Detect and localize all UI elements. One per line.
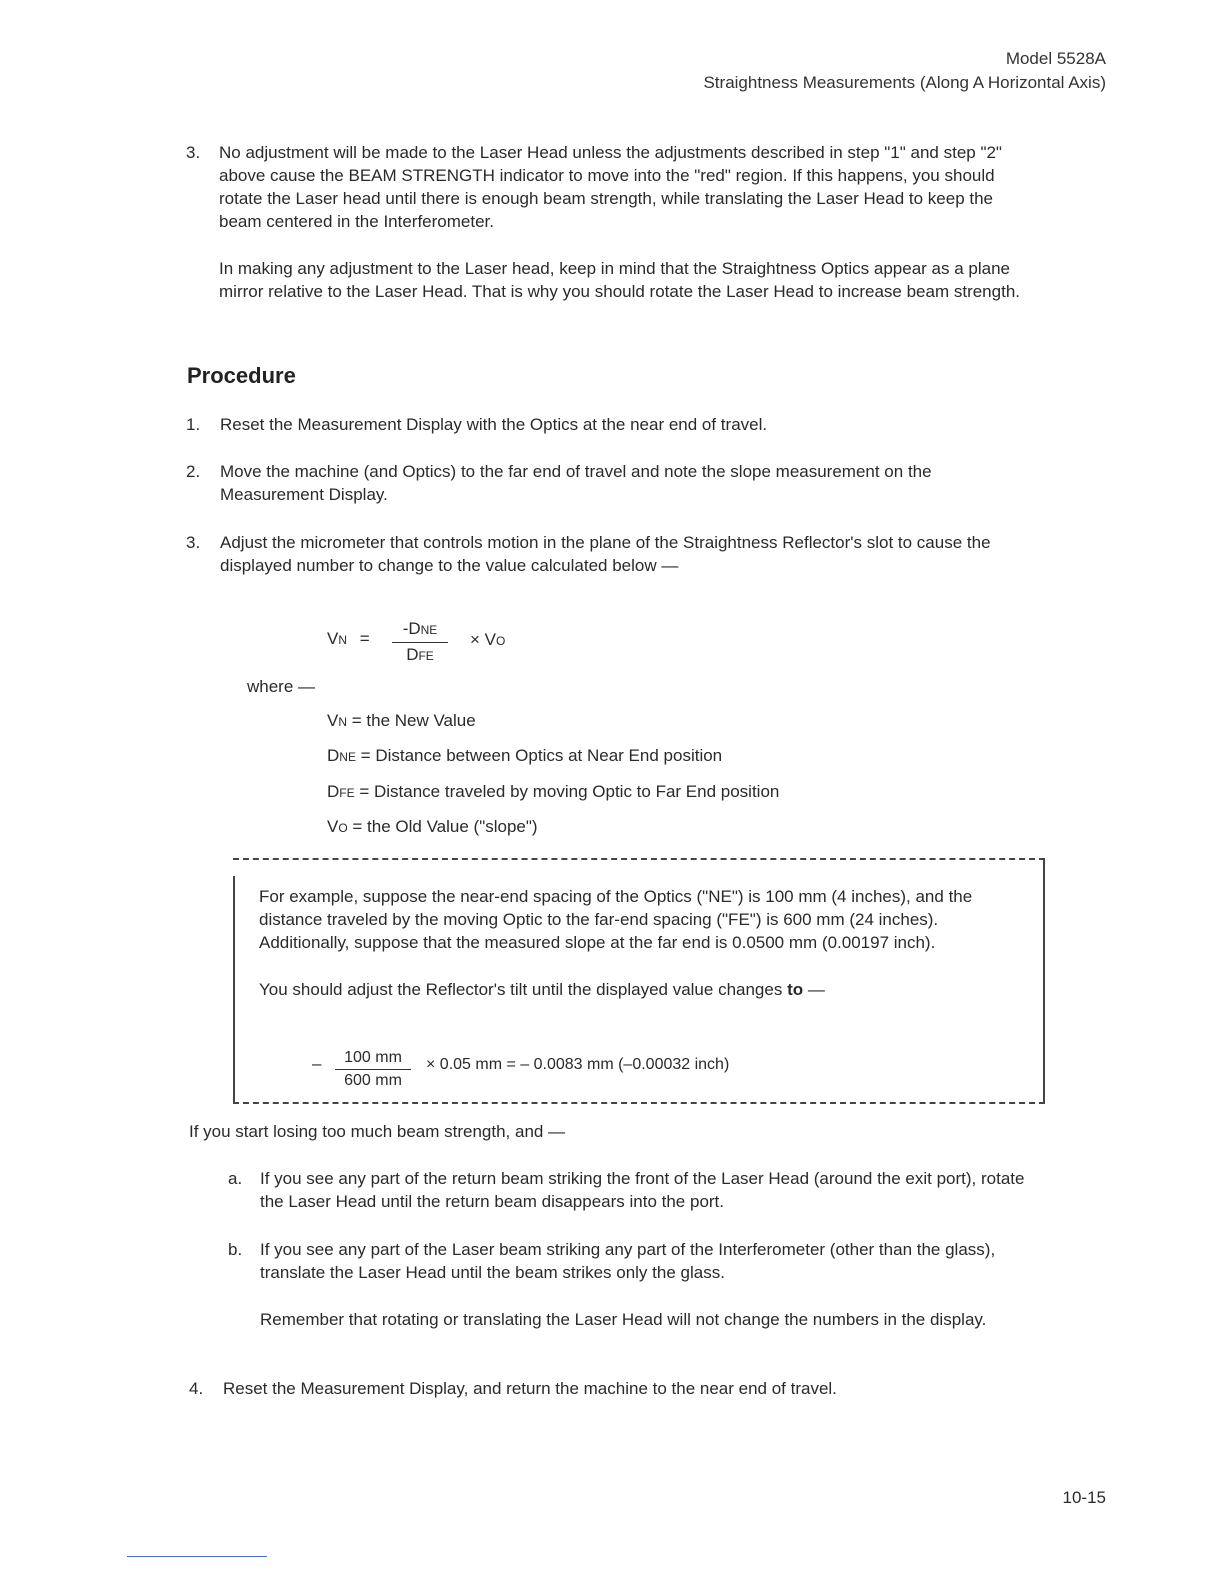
step-number: 2. (186, 462, 201, 481)
step-text: Move the machine (and Optics) to the far end of travel and note the slope measurement on the Measurement Display. (220, 462, 932, 504)
step-number: 1. (186, 415, 201, 434)
formula-lhs: VN = (327, 629, 370, 648)
item-letter: a. (228, 1169, 243, 1188)
page-header (703, 47, 1106, 95)
example-box-right-border (1043, 858, 1045, 1103)
example-box-left-border (233, 876, 235, 1103)
calc-numerator: 100 mm (335, 1047, 411, 1070)
calc-fraction (335, 1047, 411, 1092)
section-title: Straightness Measurements (Along A Horizontal Axis) (703, 73, 1106, 92)
where-label: where — (247, 677, 316, 696)
example-adjust: You should adjust the Reflector's tilt until the displayed value changes to — (259, 980, 825, 999)
footer-rule (127, 1556, 267, 1557)
calc-result: × 0.05 mm = – 0.0083 mm (–0.00032 inch) (426, 1056, 730, 1073)
model-label: Model 5528A (1005, 49, 1106, 68)
step-number: 4. (189, 1379, 204, 1398)
formula-multiplier: × VO (470, 630, 506, 649)
item-text: If you see any part of the Laser beam striking any part of the Interferometer (other than the glass), translate the Laser Head until the beam strikes only the glass. (260, 1240, 996, 1282)
step-text: Reset the Measurement Display with the Optics at the near end of travel. (220, 415, 768, 434)
procedure-heading: Procedure (187, 363, 296, 388)
definition-item: VO = the Old Value ("slope") (327, 817, 538, 836)
losing-intro: If you start losing too much beam strength, and — (189, 1122, 566, 1141)
intro-note: In making any adjustment to the Laser head, keep in mind that the Straightness Optics appear as a plane mirror relative to the Laser Head. That is why you should rotate the Laser Head to increase beam strength. (219, 259, 1020, 301)
formula-numerator: -DNE (392, 617, 448, 643)
calc-denominator: 600 mm (344, 1072, 402, 1089)
intro-step-text: No adjustment will be made to the Laser Head unless the adjustments described in step "1" and step "2" above cause the BEAM STRENGTH indicator to move into the "red" region. If this happens, you should rotate the Laser head until there is enough beam strength, while translating the Laser Head to keep the beam centered in the Interferometer. (219, 143, 1002, 231)
step-number: 3. (186, 533, 201, 552)
definition-item: VN = the New Value (327, 711, 476, 730)
example-box-top-border (233, 858, 1045, 860)
item-text: If you see any part of the return beam striking the front of the Laser Head (around the exit port), rotate the Laser Head until the return beam disappears into the port. (260, 1169, 1025, 1211)
item-letter: b. (228, 1240, 243, 1259)
example-text: For example, suppose the near-end spacing of the Optics ("NE") is 100 mm (4 inches), and the distance traveled by the moving Optic to the far-end spacing ("FE") is 600 mm (24 inches). Additionally, suppose that the measured slope at the far end is 0.0500 mm (0.00197 inch). (259, 887, 973, 952)
step-text: Reset the Measurement Display, and return the machine to the near end of travel. (223, 1379, 837, 1398)
definition-item: DNE = Distance between Optics at Near End position (327, 746, 723, 765)
remember-note: Remember that rotating or translating the Laser Head will not change the numbers in the display. (260, 1310, 987, 1329)
calc-minus: – (312, 1054, 322, 1073)
definition-item: DFE = Distance traveled by moving Optic to Far End position (327, 782, 780, 801)
intro-step-number: 3. (186, 143, 201, 162)
step-text: Adjust the micrometer that controls motion in the plane of the Straightness Reflector's slot to cause the displayed number to change to the value calculated below — (220, 533, 991, 575)
example-box-bottom-border (233, 1102, 1045, 1104)
formula-denominator: DFE (406, 645, 434, 664)
page-number: 10-15 (1062, 1488, 1106, 1507)
formula-fraction (392, 617, 448, 668)
